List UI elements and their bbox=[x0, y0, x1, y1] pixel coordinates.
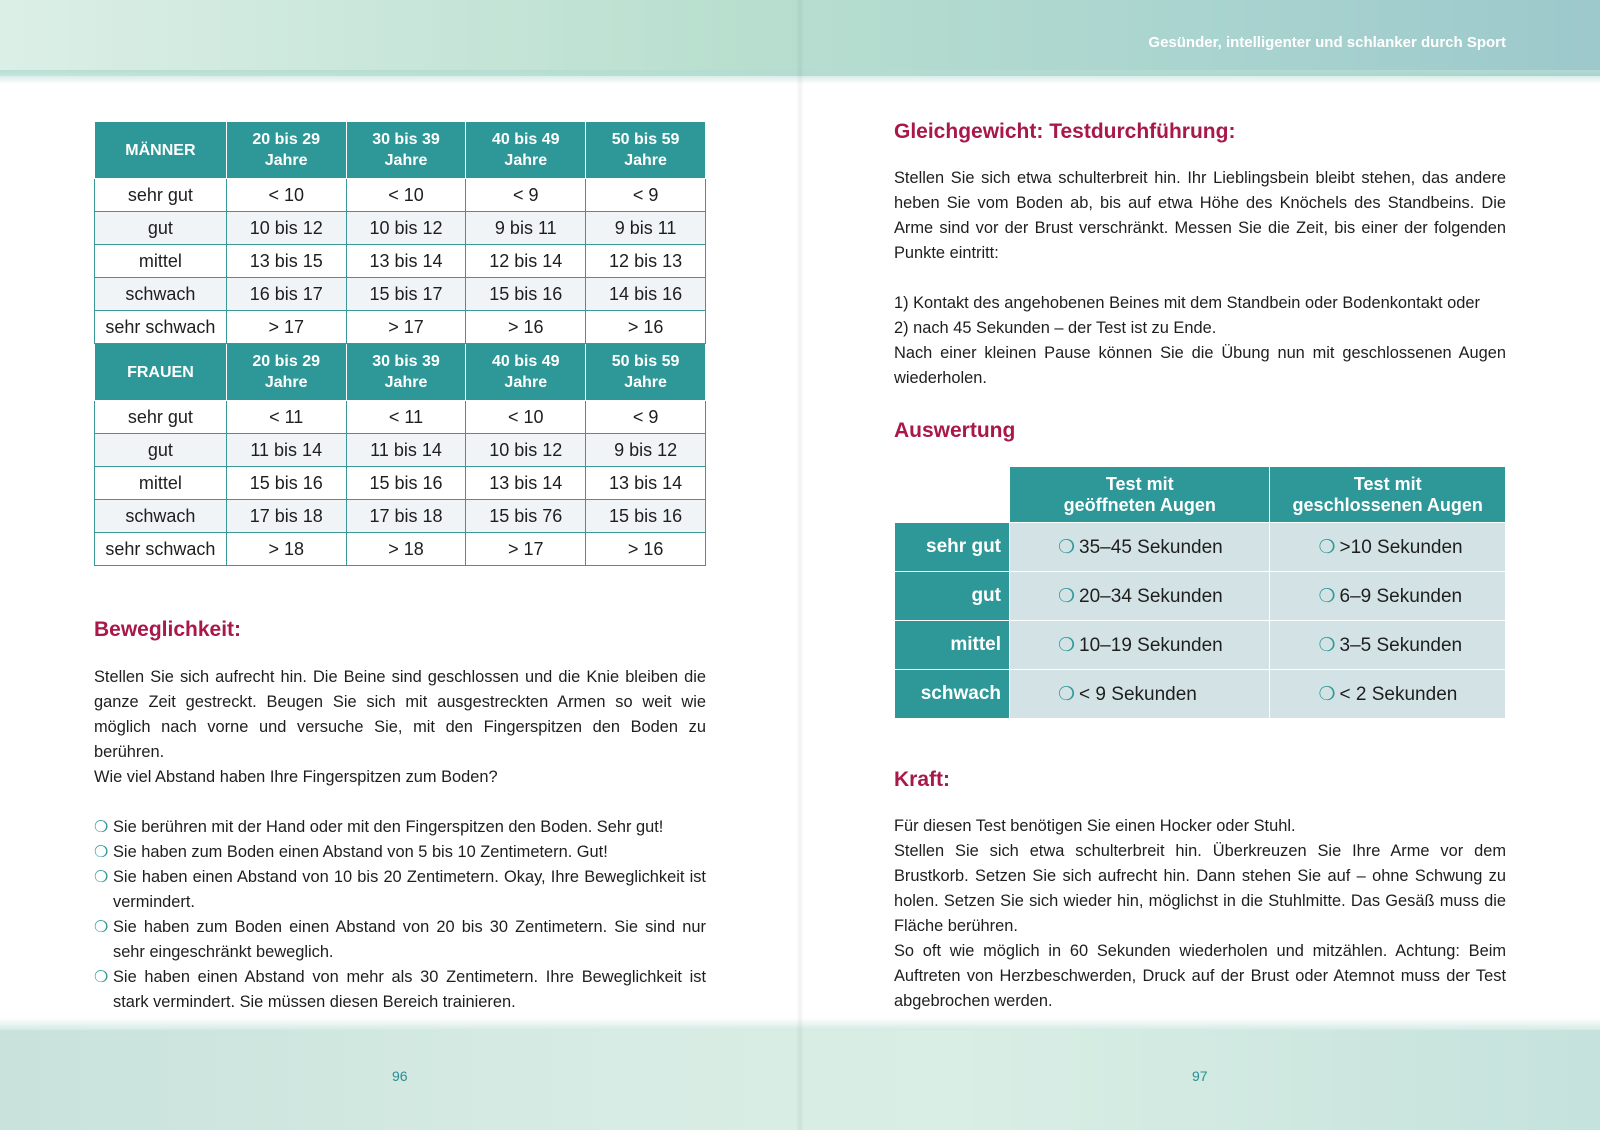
table-row: sehr schwach > 17 > 17 > 16 > 16 bbox=[95, 311, 706, 344]
fitness-table bbox=[94, 121, 706, 566]
table-row: sehr gut < 10 < 10 < 9 < 9 bbox=[95, 179, 706, 212]
circle-bullet-icon: ❍ bbox=[94, 844, 109, 861]
gleichgewicht-para2: Nach einer kleinen Pause können Sie die Übung nun mit geschlossenen Augen wiederholen. bbox=[894, 344, 1506, 387]
page-number-right: 97 bbox=[1192, 1068, 1208, 1084]
row-label: mittel bbox=[895, 621, 1010, 670]
beweglichkeit-intro: Stellen Sie sich aufrecht hin. Die Beine sind geschlossen und die Knie bleiben die ganze Zeit gestreckt. Beugen Sie sich mit ausgestreckten Armen so weit wie möglich nach vorne und versuche Sie, mit den Fingerspitzen den Boden zu berühren. bbox=[94, 668, 706, 761]
circle-icon: ❍ bbox=[1058, 634, 1076, 656]
table-cell: ❍ < 9 Sekunden bbox=[1010, 670, 1270, 719]
age-header: 50 bis 59 Jahre bbox=[586, 344, 706, 401]
list-item: ❍ Sie haben einen Abstand von 10 bis 20 Zentimetern. Okay, Ihre Beweglichkeit ist vermindert. bbox=[94, 865, 706, 915]
table-row: gut 11 bis 14 11 bis 14 10 bis 12 9 bis 12 bbox=[95, 434, 706, 467]
kraft-text bbox=[894, 814, 1506, 1014]
table-row bbox=[895, 523, 1506, 572]
table-row bbox=[895, 670, 1506, 719]
row-label: gut bbox=[895, 572, 1010, 621]
circle-icon: ❍ bbox=[1058, 536, 1076, 558]
age-header: 20 bis 29 Jahre bbox=[226, 344, 346, 401]
men-header-row bbox=[95, 122, 706, 179]
women-label: FRAUEN bbox=[95, 344, 227, 401]
beweglichkeit-text bbox=[94, 665, 706, 790]
gleichgewicht-item1: 1) Kontakt des angehobenen Beines mit dem Standbein oder Bodenkontakt oder bbox=[894, 294, 1480, 312]
row-label: schwach bbox=[895, 670, 1010, 719]
table-row: mittel 15 bis 16 15 bis 16 13 bis 14 13 bis 14 bbox=[95, 467, 706, 500]
column-header-closed-eyes: Test mit geschlossenen Augen bbox=[1270, 467, 1506, 523]
table-cell: ❍ 35–45 Sekunden bbox=[1010, 523, 1270, 572]
table-cell: ❍ 10–19 Sekunden bbox=[1010, 621, 1270, 670]
list-item: ❍ Sie haben zum Boden einen Abstand von 5 bis 10 Zentimetern. Gut! bbox=[94, 840, 706, 865]
table-row: schwach 16 bis 17 15 bis 17 15 bis 16 14 bis 16 bbox=[95, 278, 706, 311]
table-cell: ❍ 6–9 Sekunden bbox=[1270, 572, 1506, 621]
list-item: ❍ Sie haben zum Boden einen Abstand von 20 bis 30 Zentimetern. Sie sind nur sehr eingeschränkt beweglich. bbox=[94, 915, 706, 965]
circle-icon: ❍ bbox=[1058, 585, 1076, 607]
table-row bbox=[895, 621, 1506, 670]
age-header: 40 bis 49 Jahre bbox=[466, 122, 586, 179]
kraft-para1: Stellen Sie sich etwa schulterbreit hin. Überkreuzen Sie Ihre Arme vor dem Brustkorb. Setzen Sie sich aufrecht hin. Dann stehen Sie auf – ohne Schwung zu holen. Setzen Sie sich wieder hin, möglichst in die Stuhlmitte. Das Gesäß muss die Fläche berühren. bbox=[894, 842, 1506, 935]
table-row bbox=[895, 572, 1506, 621]
circle-icon: ❍ bbox=[1318, 634, 1336, 656]
beweglichkeit-heading: Beweglichkeit: bbox=[94, 618, 242, 641]
page-gutter bbox=[796, 0, 804, 1130]
kraft-line1: Für diesen Test benötigen Sie einen Hocker oder Stuhl. bbox=[894, 817, 1296, 835]
beweglichkeit-question: Wie viel Abstand haben Ihre Fingerspitzen zum Boden? bbox=[94, 768, 498, 786]
auswertung-heading: Auswertung bbox=[894, 419, 1016, 442]
column-header-open-eyes: Test mit geöffneten Augen bbox=[1010, 467, 1270, 523]
circle-icon: ❍ bbox=[1318, 536, 1336, 558]
table-row: sehr schwach > 18 > 18 > 17 > 16 bbox=[95, 533, 706, 566]
men-label: MÄNNER bbox=[95, 122, 227, 179]
table-cell: ❍ < 2 Sekunden bbox=[1270, 670, 1506, 719]
table-corner bbox=[895, 467, 1010, 523]
age-header: 30 bis 39 Jahre bbox=[346, 122, 466, 179]
circle-bullet-icon: ❍ bbox=[94, 819, 109, 836]
kraft-heading: Kraft: bbox=[894, 768, 950, 791]
table-row: schwach 17 bis 18 17 bis 18 15 bis 76 15 bis 16 bbox=[95, 500, 706, 533]
circle-icon: ❍ bbox=[1058, 683, 1076, 705]
gleichgewicht-para1: Stellen Sie sich etwa schulterbreit hin. Ihr Lieblingsbein bleibt stehen, das andere heben Sie vom Boden ab, bis auf etwa Höhe des Knöchels des Standbeins. Die Arme sind vor der Brust verschränkt. Messen Sie die Zeit, bis einer der folgenden Punkte eintritt: bbox=[894, 169, 1506, 262]
auswertung-table bbox=[894, 466, 1506, 719]
table-row: gut 10 bis 12 10 bis 12 9 bis 11 9 bis 11 bbox=[95, 212, 706, 245]
page-number-left: 96 bbox=[392, 1068, 408, 1084]
gleichgewicht-text bbox=[894, 166, 1506, 391]
list-item: ❍ Sie berühren mit der Hand oder mit den Fingerspitzen den Boden. Sehr gut! bbox=[94, 815, 706, 840]
circle-bullet-icon: ❍ bbox=[94, 919, 109, 936]
beweglichkeit-list bbox=[94, 815, 706, 1015]
table-row: sehr gut < 11 < 11 < 10 < 9 bbox=[95, 401, 706, 434]
circle-bullet-icon: ❍ bbox=[94, 869, 109, 886]
row-label: sehr gut bbox=[895, 523, 1010, 572]
table-cell: ❍ >10 Sekunden bbox=[1270, 523, 1506, 572]
age-header: 30 bis 39 Jahre bbox=[346, 344, 466, 401]
table-cell: ❍ 3–5 Sekunden bbox=[1270, 621, 1506, 670]
age-header: 20 bis 29 Jahre bbox=[226, 122, 346, 179]
women-header-row bbox=[95, 344, 706, 401]
age-header: 40 bis 49 Jahre bbox=[466, 344, 586, 401]
table-row: mittel 13 bis 15 13 bis 14 12 bis 14 12 bis 13 bbox=[95, 245, 706, 278]
table-cell: ❍ 20–34 Sekunden bbox=[1010, 572, 1270, 621]
gleichgewicht-heading: Gleichgewicht: Testdurchführung: bbox=[894, 120, 1236, 143]
kraft-para2: So oft wie möglich in 60 Sekunden wiederholen und mitzählen. Achtung: Beim Auftreten von Herzbeschwerden, Druck auf der Brust oder Atemnot muss der Test abgebrochen werden. bbox=[894, 942, 1506, 1010]
circle-bullet-icon: ❍ bbox=[94, 969, 109, 986]
list-item: ❍ Sie haben einen Abstand von mehr als 30 Zentimetern. Ihre Beweglichkeit ist stark vermindert. Sie müssen diesen Bereich trainieren. bbox=[94, 965, 706, 1015]
circle-icon: ❍ bbox=[1318, 683, 1336, 705]
running-head: Gesünder, intelligenter und schlanker durch Sport bbox=[1148, 34, 1506, 51]
circle-icon: ❍ bbox=[1318, 585, 1336, 607]
gleichgewicht-item2: 2) nach 45 Sekunden – der Test ist zu Ende. bbox=[894, 319, 1217, 337]
age-header: 50 bis 59 Jahre bbox=[586, 122, 706, 179]
